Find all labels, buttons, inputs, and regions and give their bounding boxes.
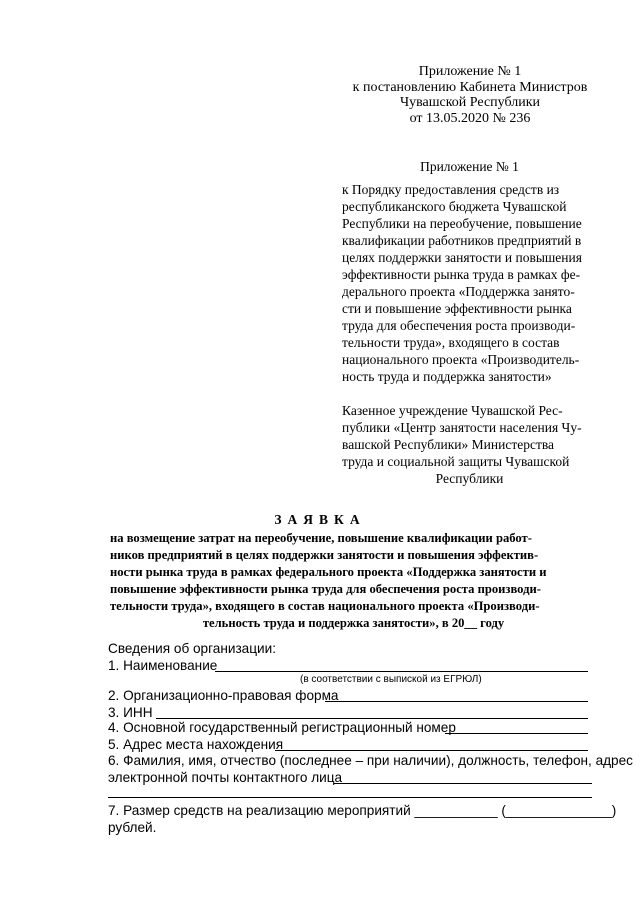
- subtitle-line: ности рынка труда в рамках федерального проекта «Поддержка занятости и: [110, 565, 547, 579]
- appendix-procedure-block: [342, 158, 597, 385]
- field-contact-input-line[interactable]: [334, 783, 592, 784]
- appendix-1-line: от 13.05.2020 № 236: [409, 110, 531, 126]
- appendix-procedure-line: квалификации работников предприятий в: [342, 233, 582, 248]
- addressee-line: труда и социальной защиты Чувашской: [342, 454, 570, 469]
- addressee-line: Казенное учреждение Чувашской Рес-: [342, 403, 563, 418]
- field-ogrn-label: 4. Основной государственный регистрационный номер: [108, 720, 456, 735]
- subtitle-line: тельность труда и поддержка занятости», в 20__ году: [202, 616, 505, 630]
- field-legal-form-label: 2. Организационно-правовая форма: [108, 688, 339, 703]
- field-amount-label: 7. Размер средств на реализацию мероприятий ___________ (______________): [108, 803, 617, 818]
- field-address-label: 5. Адрес места нахождения: [108, 737, 284, 752]
- subtitle-line: повышение эффективности рынка труда для обеспечения роста производи-: [110, 582, 541, 596]
- appendix-procedure-line: тельности труда», входящего в состав: [342, 335, 560, 350]
- addressee-line: вашской Республики» Министерства: [342, 437, 555, 452]
- appendix-procedure-line: к Порядку предоставления средств из: [342, 182, 560, 197]
- appendix-procedure-header: Приложение № 1: [420, 159, 519, 174]
- appendix-1-line: Приложение № 1: [418, 64, 522, 79]
- addressee-line: Республики: [435, 471, 504, 486]
- document-subtitle: [110, 530, 597, 632]
- field-contact-input-line-2[interactable]: [108, 797, 592, 798]
- appendix-procedure-line: Республики на переобучение, повышение: [342, 216, 582, 231]
- appendix-procedure-line: сти и повышение эффективности рынка: [342, 301, 572, 316]
- appendix-1-header: [320, 64, 620, 126]
- appendix-procedure-line: национального проекта «Производитель-: [342, 352, 580, 367]
- field-address-input-line[interactable]: [275, 750, 588, 751]
- field-contact-label: 6. Фамилия, имя, отчество (последнее – при наличии), должность, телефон, адрес: [108, 753, 633, 768]
- field-inn-label: 3. ИНН: [108, 705, 153, 720]
- appendix-1-line: Чувашской Республики: [399, 95, 541, 110]
- field-ogrn-input-line[interactable]: [445, 733, 588, 734]
- field-amount-currency: рублей.: [108, 820, 157, 835]
- field-name-note: (в соответствии с выпиской из ЕГРЮЛ): [300, 674, 482, 685]
- addressee-block: [342, 402, 597, 487]
- appendix-procedure-line: эффективности рынка труда в рамках фе-: [342, 267, 581, 282]
- appendix-procedure-line: труда для обеспечения роста производи-: [342, 318, 576, 333]
- appendix-1-line: к постановлению Кабинета Министров: [352, 79, 588, 95]
- addressee-line: публики «Центр занятости населения Чу-: [342, 420, 582, 435]
- field-contact-label-2: электронной почты контактного лица: [108, 770, 343, 785]
- field-legal-form-input-line[interactable]: [325, 701, 588, 702]
- appendix-procedure-line: республиканского бюджета Чувашской: [342, 199, 567, 214]
- subtitle-line: на возмещение затрат на переобучение, повышение квалификации работ-: [110, 531, 532, 545]
- field-name-label: 1. Наименование: [108, 658, 218, 673]
- document-title: ЗАЯВКА: [274, 512, 366, 527]
- field-name-input-line[interactable]: [215, 671, 588, 672]
- subtitle-line: тельности труда», входящего в состав национального проекта «Производи-: [110, 599, 540, 613]
- subtitle-line: ников предприятий в целях поддержки занятости и повышения эффектив-: [110, 548, 539, 562]
- appendix-procedure-line: целях поддержки занятости и повышения: [342, 250, 582, 265]
- appendix-procedure-line: ность труда и поддержка занятости»: [342, 369, 552, 384]
- form-intro: Сведения об организации:: [108, 641, 276, 656]
- appendix-procedure-line: дерального проекта «Поддержка занято-: [342, 284, 575, 299]
